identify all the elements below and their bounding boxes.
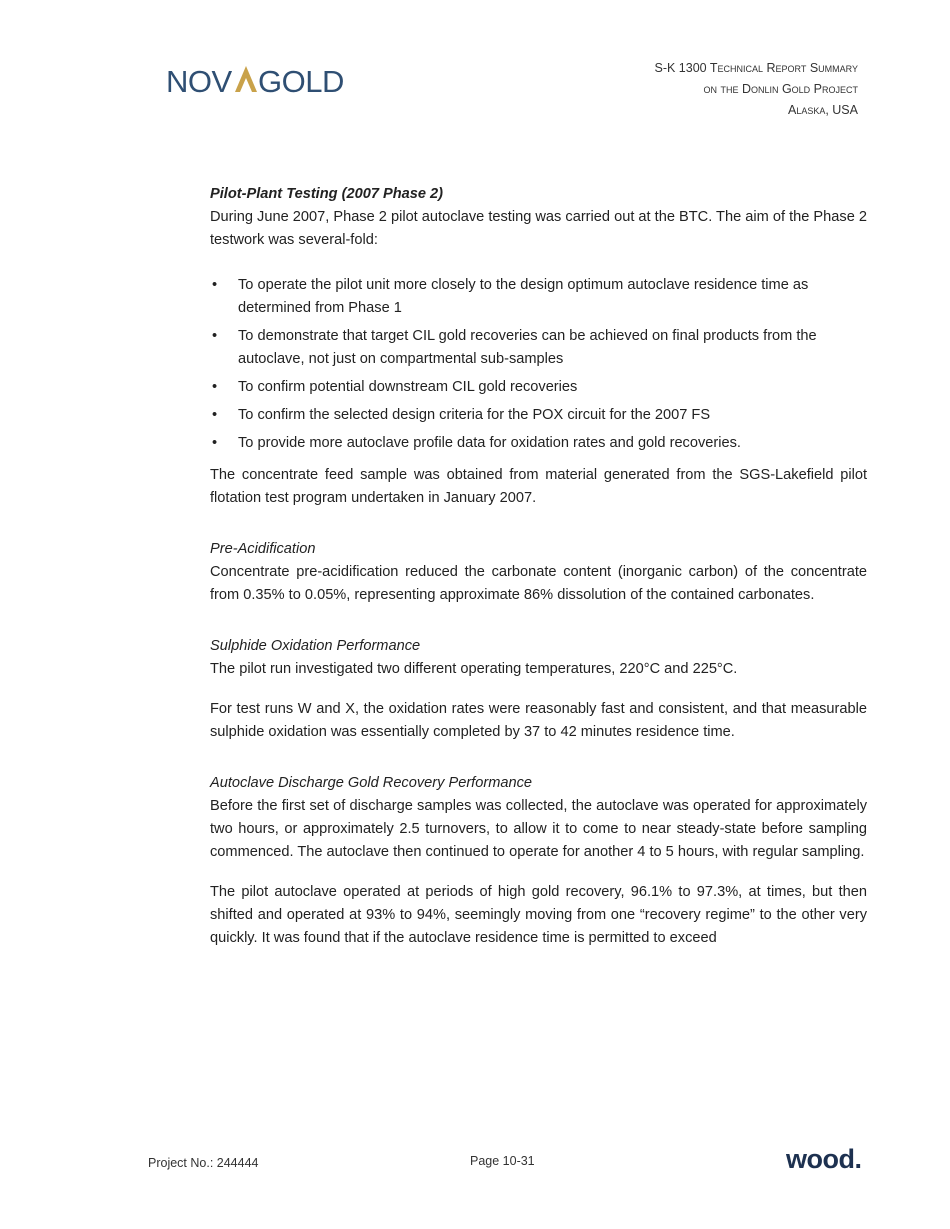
svg-text:NOV: NOV [166,64,232,99]
page-number: Page 10-31 [470,1154,535,1168]
bullet-icon: • [212,328,218,344]
gold-recovery-paragraph-2: The pilot autoclave operated at periods of high gold recovery, 96.1% to 97.3%, at times, but then shifted and operated at 93% to 94%, seemingly moving from one “recovery regime” to the other very quickly. It was found that if the autoclave residence time is permitted to exceed [210,884,867,946]
aims-list [210,274,867,455]
list-item: • To demonstrate that target CIL gold recoveries can be achieved on final products from the autoclave, not just on compartmental sub-samples [210,325,867,371]
list-item: • To provide more autoclave profile data for oxidation rates and gold recoveries. [210,432,867,455]
pre-acidification-paragraph: Concentrate pre-acidification reduced the carbonate content (inorganic carbon) of the concentrate from 0.35% to 0.05%, representing approximate 86% dissolution of the contained carbonates. [210,564,867,603]
bullet-icon: • [212,407,218,423]
bullet-icon: • [212,379,218,395]
subsection-title-sulphide-oxidation: Sulphide Oxidation Performance [210,638,421,654]
subsection-title-gold-recovery: Autoclave Discharge Gold Recovery Performance [210,775,533,791]
bullet-icon: • [212,277,218,293]
list-item: • To confirm the selected design criteria for the POX circuit for the 2007 FS [210,404,867,427]
intro-paragraph: During June 2007, Phase 2 pilot autoclave testing was carried out at the BTC. The aim of the Phase 2 testwork was several-fold: [210,209,867,248]
section-title: Pilot-Plant Testing (2007 Phase 2) [210,186,444,202]
report-header [655,58,859,121]
sulphide-oxidation-paragraph-1: The pilot run investigated two different operating temperatures, 220°C and 225°C. [210,661,738,677]
novagold-logo [166,60,346,100]
svg-text:GOLD: GOLD [258,64,344,99]
header-line-3: Alaska, USA [787,103,858,117]
header-line-1: S-K 1300 Technical Report Summary [654,61,858,75]
svg-text:wood.: wood. [786,1144,862,1174]
wood-logo [786,1144,862,1174]
bullet-icon: • [212,435,218,451]
header-line-2: on the Donlin Gold Project [703,82,858,96]
list-item: • To confirm potential downstream CIL gold recoveries [210,376,867,399]
list-item: • To operate the pilot unit more closely to the design optimum autoclave residence time as determined from Phase 1 [210,274,867,320]
gold-recovery-paragraph-1: Before the first set of discharge samples was collected, the autoclave was operated for approximately two hours, or approximately 2.5 turnovers, to allow it to come to near steady-state before sampling commenced. The autoclave then continued to operate for another 4 to 5 hours, with regular sampling. [210,798,867,860]
feed-paragraph: The concentrate feed sample was obtained from material generated from the SGS-Lakefield pilot flotation test program undertaken in January 2007. [210,467,867,506]
sulphide-oxidation-paragraph-2: For test runs W and X, the oxidation rates were reasonably fast and consistent, and that measurable sulphide oxidation was essentially completed by 37 to 42 minutes residence time. [210,701,867,740]
subsection-title-pre-acidification: Pre-Acidification [210,541,316,557]
document-body [210,183,867,950]
project-number: Project No.: 244444 [148,1156,259,1170]
